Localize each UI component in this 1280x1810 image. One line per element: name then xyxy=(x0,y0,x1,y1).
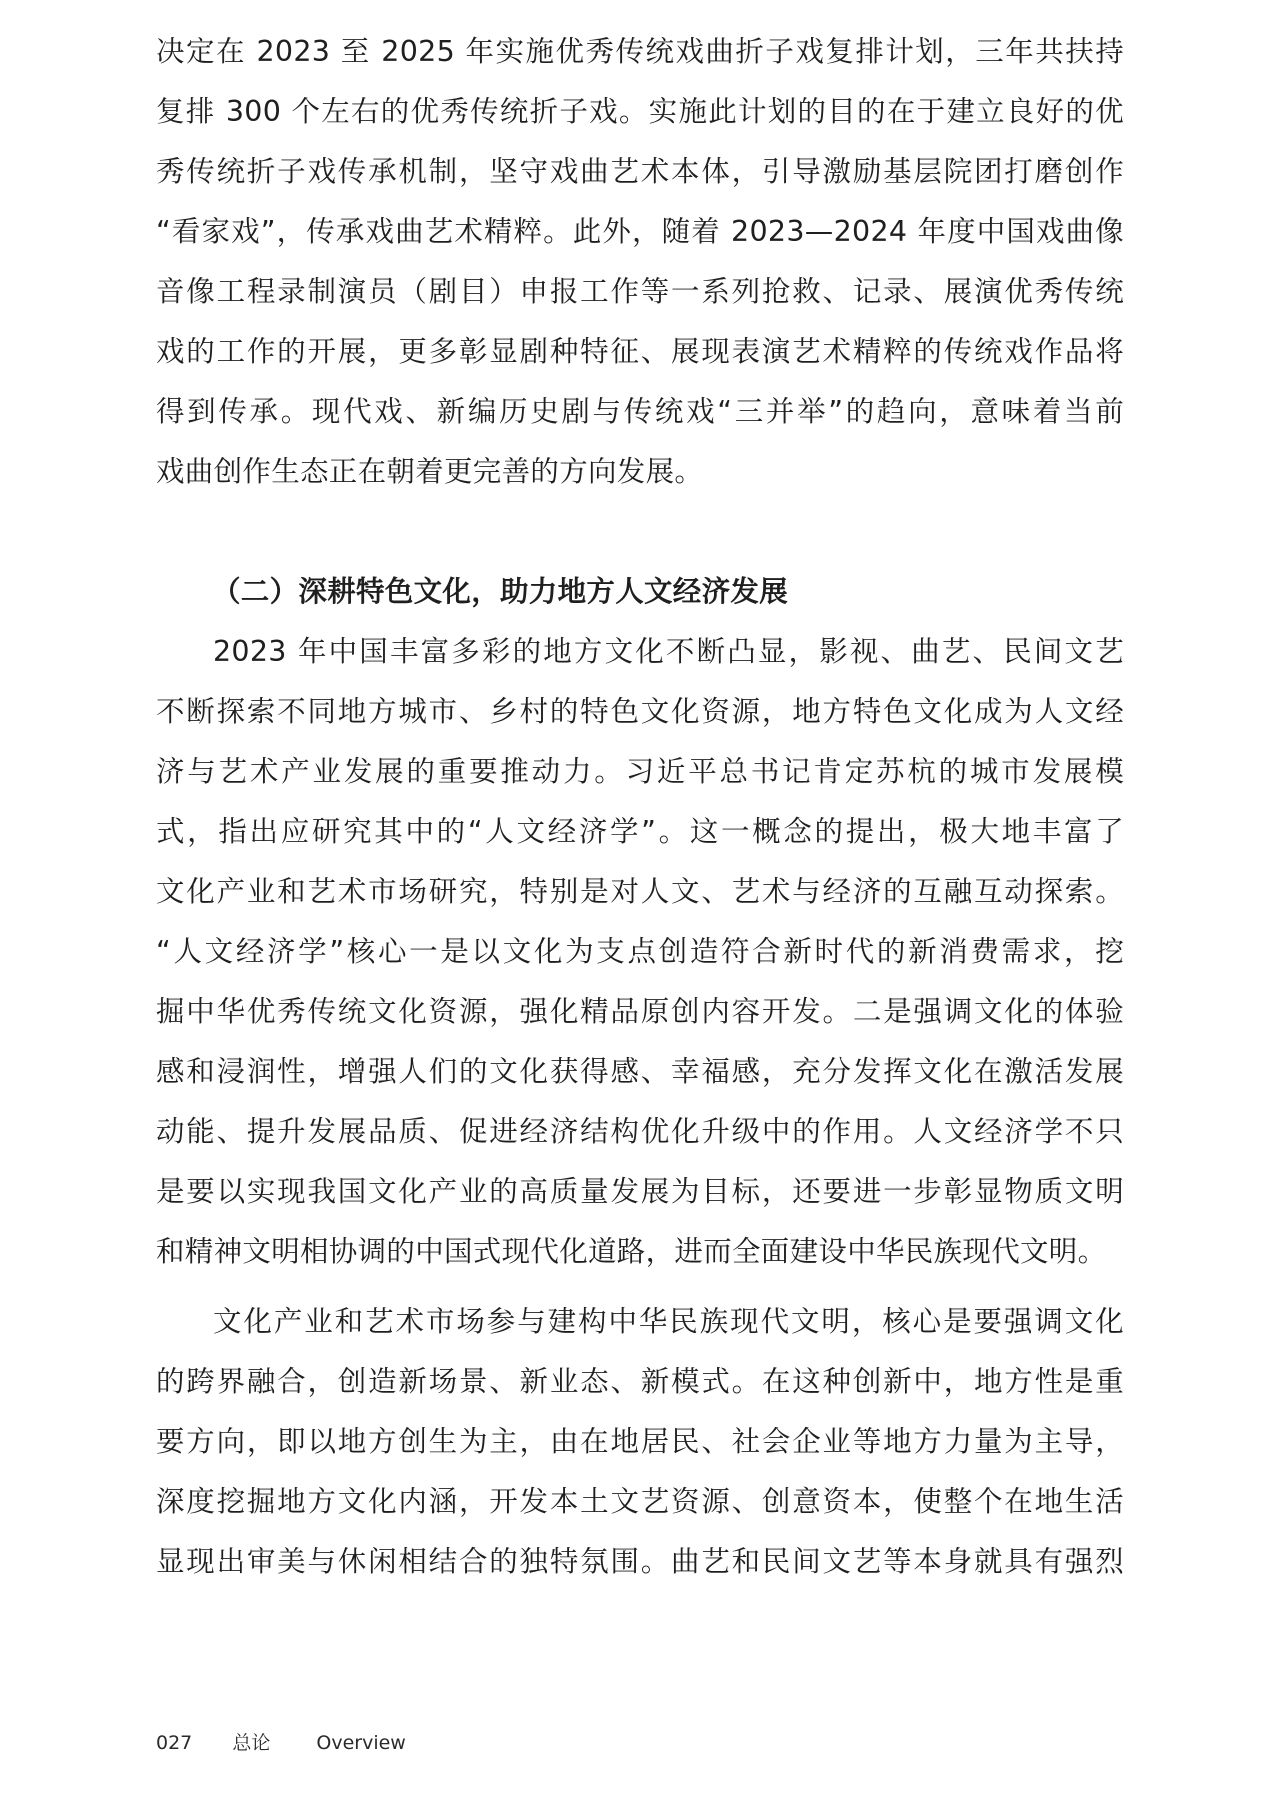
text-line: 不断探索不同地方城市、乡村的特色文化资源，地方特色文化成为人文经 xyxy=(156,695,1124,728)
body-text-section-2 xyxy=(156,622,1124,1592)
text-line: 是要以实现我国文化产业的高质量发展为目标，还要进一步彰显物质文明 xyxy=(156,1175,1124,1208)
text-line: 显现出审美与休闲相结合的独特氛围。曲艺和民间文艺等本身就具有强烈 xyxy=(156,1545,1124,1578)
text-line: 济与艺术产业发展的重要推动力。习近平总书记肯定苏杭的城市发展模 xyxy=(156,755,1124,788)
text-line: 感和浸润性，增强人们的文化获得感、幸福感，充分发挥文化在激活发展 xyxy=(156,1055,1124,1088)
text-line: 文化产业和艺术市场参与建构中华民族现代文明，核心是要强调文化 xyxy=(213,1305,1124,1338)
text-line: 戏曲创作生态正在朝着更完善的方向发展。 xyxy=(156,455,704,488)
paragraph xyxy=(156,22,1124,502)
text-line: 深度挖掘地方文化内涵，开发本土文艺资源、创意资本，使整个在地生活 xyxy=(156,1485,1124,1518)
text-line: “看家戏”，传承戏曲艺术精粹。此外，随着 2023—2024 年度中国戏曲像 xyxy=(156,215,1124,248)
text-line: 秀传统折子戏传承机制，坚守戏曲艺术本体，引导激励基层院团打磨创作 xyxy=(156,155,1124,188)
text-line: 音像工程录制演员（剧目）申报工作等一系列抢救、记录、展演优秀传统 xyxy=(156,275,1124,308)
paragraph xyxy=(156,622,1124,1282)
text-line: 复排 300 个左右的优秀传统折子戏。实施此计划的目的在于建立良好的优 xyxy=(156,95,1124,128)
text-line: 得到传承。现代戏、新编历史剧与传统戏“三并举”的趋向，意味着当前 xyxy=(156,395,1124,428)
paragraph xyxy=(156,1292,1124,1592)
text-line: 决定在 2023 至 2025 年实施优秀传统戏曲折子戏复排计划，三年共扶持 xyxy=(156,35,1124,68)
text-line: 要方向，即以地方创生为主，由在地居民、社会企业等地方力量为主导， xyxy=(156,1425,1124,1458)
text-line: 文化产业和艺术市场研究，特别是对人文、艺术与经济的互融互动探索。 xyxy=(156,875,1124,908)
text-line: 式，指出应研究其中的“人文经济学”。这一概念的提出，极大地丰富了 xyxy=(156,815,1124,848)
text-line: 戏的工作的开展，更多彰显剧种特征、展现表演艺术精粹的传统戏作品将 xyxy=(156,335,1124,368)
text-line: “人文经济学”核心一是以文化为支点创造符合新时代的新消费需求，挖 xyxy=(156,935,1124,968)
text-line: 2023 年中国丰富多彩的地方文化不断凸显，影视、曲艺、民间文艺 xyxy=(213,635,1124,668)
footer-section-title-en: Overview xyxy=(316,1732,406,1754)
text-line: 和精神文明相协调的中国式现代化道路，进而全面建设中华民族现代文明。 xyxy=(156,1235,1107,1268)
body-text-top xyxy=(156,22,1124,502)
text-line: 掘中华优秀传统文化资源，强化精品原创内容开发。二是强调文化的体验 xyxy=(156,995,1124,1028)
section-heading: （二）深耕特色文化，助力地方人文经济发展 xyxy=(212,575,789,608)
page-footer xyxy=(156,1728,406,1755)
text-line: 动能、提升发展品质、促进经济结构优化升级中的作用。人文经济学不只 xyxy=(156,1115,1124,1148)
page-number: 027 xyxy=(156,1732,193,1754)
footer-section-title-cn: 总论 xyxy=(232,1732,271,1754)
text-line: 的跨界融合，创造新场景、新业态、新模式。在这种创新中，地方性是重 xyxy=(156,1365,1124,1398)
